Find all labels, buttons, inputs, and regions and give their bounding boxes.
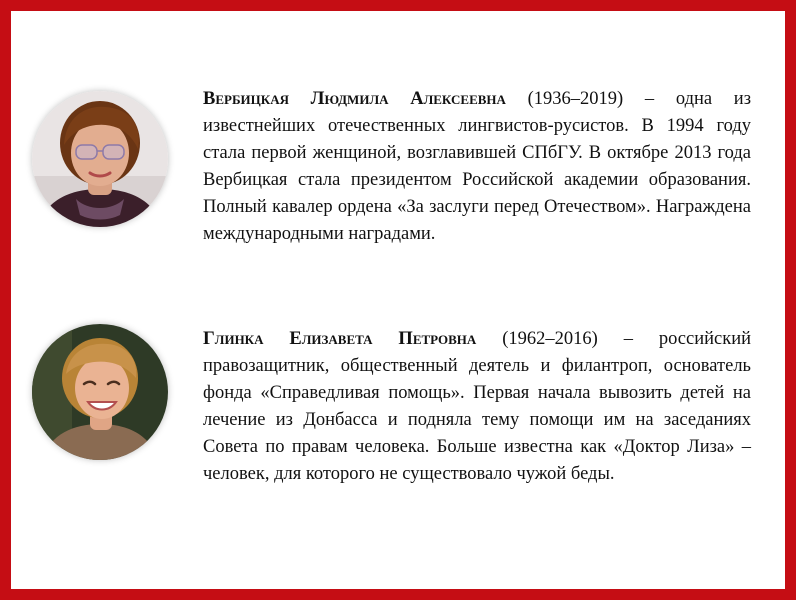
person-name: Глинка Елизавета Петровна bbox=[203, 329, 477, 349]
life-years: (1936–2019) bbox=[527, 89, 624, 109]
bio-text bbox=[203, 326, 751, 488]
woman-portrait-icon bbox=[32, 91, 168, 227]
bio-text bbox=[203, 86, 751, 248]
bio-description: – российский правозащитник, общественный деятель и филантроп, основатель фонда «Справедливая помощь». Первая начала вывозить детей на лечение из Донбасса и подняла тему помощи им на заседаниях Совета по правам человека. Больше известна как «Доктор Лиза» – человек, для которого не существовало чужой беды. bbox=[203, 329, 752, 484]
life-years: (1962–2016) bbox=[502, 329, 598, 349]
bio-description: – одна из известнейших отечественных лингвистов-русистов. В 1994 году стала первой женщиной, возглавившей СПбГУ. В октябре 2013 года Вербицкая стала президентом Российской академии образования. Полный кавалер ордена «За заслуги перед Отечеством». Награждена международными наградами. bbox=[203, 89, 752, 244]
person-name: Вербицкая Людмила Алексеевна bbox=[203, 89, 506, 109]
portrait-photo bbox=[32, 91, 168, 227]
portrait-photo bbox=[32, 324, 168, 460]
woman-portrait-icon bbox=[32, 324, 168, 460]
